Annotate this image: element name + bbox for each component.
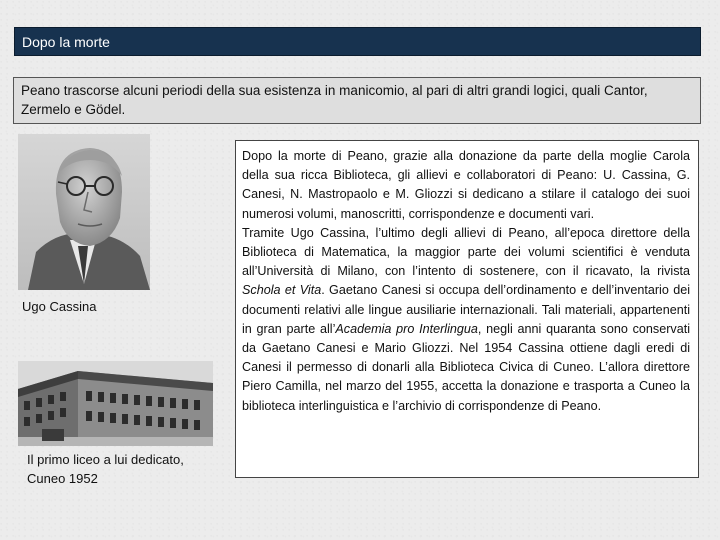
building-caption: Il primo liceo a lui dedicato, Cuneo 1952 <box>27 452 184 486</box>
slide-title: Dopo la morte <box>22 34 110 50</box>
paragraph-2 <box>242 224 690 416</box>
paragraph-2-text-c: . Gaetano Canesi si occupa dell’ordinamento e dell’inventario dei documenti relativi alle lingue ausiliarie internazionali. Tali materiali, appartenenti in gran parte all’ <box>242 283 690 336</box>
portrait-photo <box>18 134 150 290</box>
intro-text: Peano trascorse alcuni periodi della sua esistenza in manicomio, al pari di altri grandi logici, quali Cantor, Zermelo e Gödel. <box>21 83 648 117</box>
portrait-caption: Ugo Cassina <box>22 299 97 314</box>
slide-title-bar <box>14 27 701 56</box>
paragraph-2-text-e: , negli anni quaranta sono conservati da Gaetano Canesi e Mario Gliozzi. Nel 1954 Cassina ottiene dagli eredi di Canesi il permesso di donarli alla Biblioteca Civica di Cuneo. L’allora direttore Piero Camilla, nel marzo del 1955, accetta la donazione e trasporta a Cuneo la biblioteca interlinguistica e l’archivio di corrispondenze di Peano. <box>242 321 691 413</box>
building-photo <box>18 361 213 446</box>
academy-name: Academia pro Interlingua <box>335 321 478 336</box>
intro-box <box>13 77 701 124</box>
journal-title: Schola et Vita <box>242 283 322 298</box>
main-text-box <box>235 140 699 478</box>
paragraph-1: Dopo la morte di Peano, grazie alla donazione da parte della moglie Carola della sua ricca Biblioteca, gli allievi e collaboratori di Peano: U. Cassina, G. Canesi, N. Mastropaolo e M. Gliozzi si dedicano a stilare il catalogo dei suoi numerosi volumi, manoscritti, corrispondenze e documenti vari. <box>242 149 690 221</box>
paragraph-2-text-a: Tramite Ugo Cassina, l’ultimo degli allievi di Peano, all’epoca direttore della Biblioteca di Matematica, la maggior parte dei volumi scientifici è venduta all’Università di Milano, con l’intento di sostenere, con il ricavato, la rivista <box>242 225 690 279</box>
